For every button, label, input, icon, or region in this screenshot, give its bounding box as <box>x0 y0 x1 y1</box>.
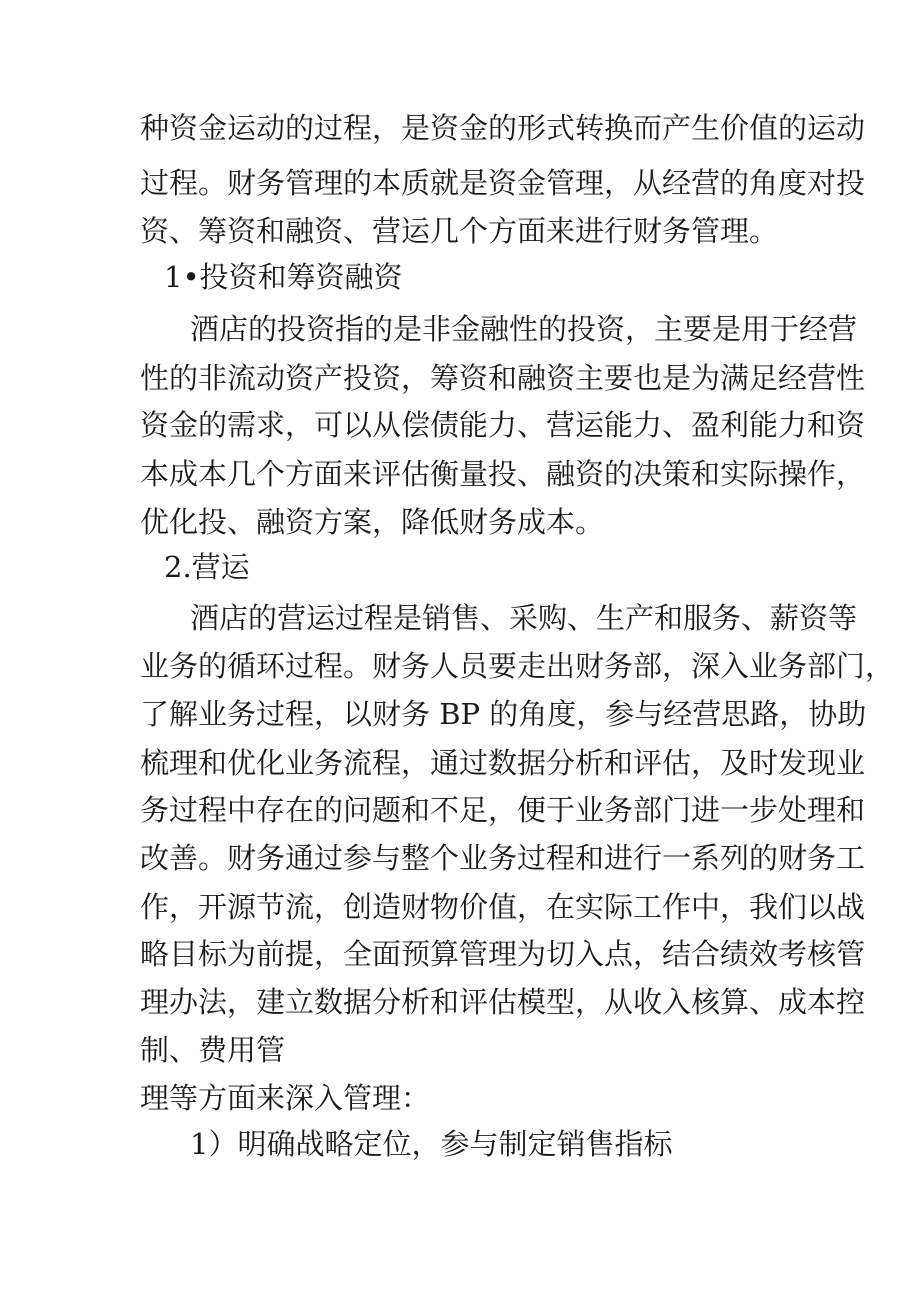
paragraph-line: 种资金运动的过程，是资金的形式转换而产生价值的运动 <box>140 111 866 145</box>
paragraph-line: 酒店的投资指的是非金融性的投资，主要是用于经营 <box>190 312 858 346</box>
paragraph-line: 理等方面来深入管理： <box>140 1081 431 1115</box>
paragraph-line: 酒店的营运过程是销售、采购、生产和服务、薪资等 <box>190 601 858 635</box>
paragraph-line: 制、费用管 <box>140 1033 286 1067</box>
list-item-strategy: 1）明确战略定位，参与制定销售指标 <box>190 1127 673 1161</box>
paragraph-line: 本成本几个方面来评估衡量投、融资的决策和实际操作， <box>140 457 866 491</box>
section-heading-investment: 1•投资和筹资融资 <box>164 260 403 294</box>
paragraph-line: 务过程中存在的问题和不足，便于业务部门进一步处理和 <box>140 793 866 827</box>
paragraph-line: 作，开源节流，创造财物价值，在实际工作中，我们以战 <box>140 890 866 924</box>
paragraph-line: 资、筹资和融资、营运几个方面来进行财务管理。 <box>140 214 779 248</box>
section-heading-operations: 2.营运 <box>164 550 250 584</box>
paragraph-line: 优化投、融资方案，降低财务成本。 <box>140 505 605 539</box>
paragraph-line: 性的非流动资产投资，筹资和融资主要也是为满足经营性 <box>140 361 866 395</box>
paragraph-line: 略目标为前提，全面预算管理为切入点，结合绩效考核管 <box>140 937 866 971</box>
paragraph-line: 资金的需求，可以从偿债能力、营运能力、盈利能力和资 <box>140 408 866 442</box>
paragraph-line: 改善。财务通过参与整个业务过程和进行一系列的财务工 <box>140 841 866 875</box>
paragraph-line: 了解业务过程，以财务 BP 的角度，参与经营思路，协助 <box>140 697 867 731</box>
paragraph-line: 业务的循环过程。财务人员要走出财务部，深入业务部门， <box>140 649 895 683</box>
paragraph-line: 梳理和优化业务流程，通过数据分析和评估，及时发现业 <box>140 746 866 780</box>
paragraph-line: 理办法，建立数据分析和评估模型，从收入核算、成本控 <box>140 985 866 1019</box>
paragraph-line: 过程。财务管理的本质就是资金管理，从经营的角度对投 <box>140 166 866 200</box>
